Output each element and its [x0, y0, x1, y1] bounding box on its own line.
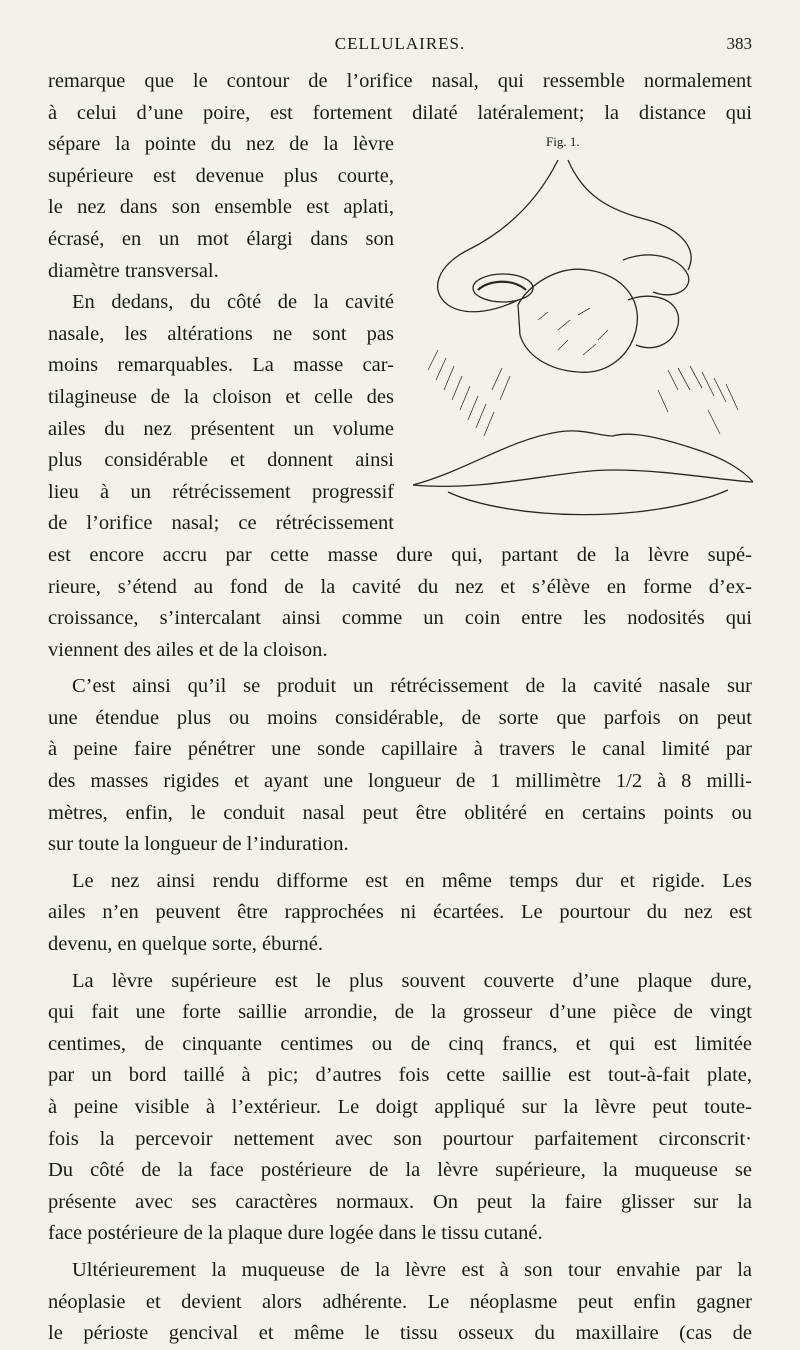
- text-line: supérieure est devenue plus courte,: [48, 164, 394, 187]
- text-line: de l’orifice nasal; ce rétrécissement: [48, 512, 394, 535]
- text-line: ailes du nez présentent un volume: [48, 417, 394, 440]
- text-line: néoplasie et devient alors adhérente. Le néoplasme peut enfin gagner: [48, 1290, 752, 1313]
- text-line: sépare la pointe du nez de la lèvre: [48, 133, 394, 156]
- text-line: fois la percevoir nettement avec son pourtour parfaitement circonscrit·: [48, 1127, 752, 1150]
- text-line: le nez dans son ensemble est aplati,: [48, 196, 394, 219]
- text-line: une étendue plus ou moins considérable, de sorte que parfois on peut: [48, 706, 752, 729]
- text-line: plus considérable et donnent ainsi: [48, 449, 394, 472]
- text-line: centimes, de cinquante centimes ou de cinq francs, et qui est limitée: [48, 1032, 752, 1055]
- text-line: remarque que le contour de l’orifice nasal, qui ressemble normalement: [48, 70, 752, 92]
- text-line: En dedans, du côté de la cavité: [72, 291, 394, 314]
- text-line: par un bord taillé à pic; d’autres fois cette saillie est tout-à-fait plate,: [48, 1064, 752, 1087]
- text-line: mètres, enfin, le conduit nasal peut être oblitéré en certains points ou: [48, 801, 752, 824]
- text-line: qui fait une forte saillie arrondie, de la grosseur d’une pièce de vingt: [48, 1001, 752, 1024]
- text-line: face postérieure de la plaque dure logée dans le tissu cutané.: [48, 1222, 543, 1245]
- text-line: lieu à un rétrécissement progressif: [48, 480, 394, 503]
- text-line: nasale, les altérations ne sont pas: [48, 322, 394, 345]
- text-line: Le nez ainsi rendu difforme est en même temps dur et rigide. Les: [72, 869, 752, 892]
- figure-label: Fig. 1.: [546, 134, 580, 149]
- text-line: C’est ainsi qu’il se produit un rétrécissement de la cavité nasale sur: [72, 675, 752, 698]
- text-line: Ultérieurement la muqueuse de la lèvre est à son tour envahie par la: [72, 1258, 752, 1281]
- text-line: écrasé, en un mot élargi dans son: [48, 227, 394, 250]
- text-line: croissance, s’intercalant ainsi comme un coin entre les nodosités qui: [48, 607, 752, 630]
- text-line: des masses rigides et ayant une longueur de 1 millimètre 1/2 à 8 milli-: [48, 770, 752, 793]
- text-line: viennent des ailes et de la cloison.: [48, 638, 328, 661]
- text-line: moins remarquables. La masse car-: [48, 354, 394, 377]
- text-line: est encore accru par cette masse dure qui, partant de la lèvre supé-: [48, 543, 752, 566]
- text-line: le périoste gencival et même le tissu osseux du maxillaire (cas de: [48, 1322, 752, 1345]
- text-line: Du côté de la face postérieure de la lèvre supérieure, la muqueuse se: [48, 1159, 752, 1182]
- text-line: tilagineuse de la cloison et celle des: [48, 385, 394, 408]
- text-line: ailes n’en peuvent être rapprochées ni écartées. Le pourtour du nez est: [48, 901, 752, 924]
- text-line: rieure, s’étend au fond de la cavité du nez et s’élève en forme d’ex-: [48, 575, 752, 598]
- running-head: CELLULAIRES.: [334, 34, 466, 53]
- text-line: diamètre transversal.: [48, 259, 219, 282]
- page-number: 383: [726, 34, 752, 53]
- text-line: à peine faire pénétrer une sonde capillaire à travers le canal limité par: [48, 738, 752, 761]
- body-text: [48, 66, 752, 1350]
- text-line: présente avec ses caractères normaux. On peut la faire glisser sur la: [48, 1190, 752, 1213]
- text-line: à peine visible à l’extérieur. Le doigt appliqué sur la lèvre peut toute-: [48, 1096, 752, 1118]
- page-header: [48, 34, 752, 60]
- text-line: devenu, en quelque sorte, éburné.: [48, 933, 323, 956]
- text-line: La lèvre supérieure est le plus souvent couverte d’une plaque dure,: [72, 969, 752, 992]
- text-line: à celui d’une poire, est fortement dilaté latéralement; la distance qui: [48, 101, 752, 124]
- text-line: sur toute la longueur de l’induration.: [48, 833, 349, 856]
